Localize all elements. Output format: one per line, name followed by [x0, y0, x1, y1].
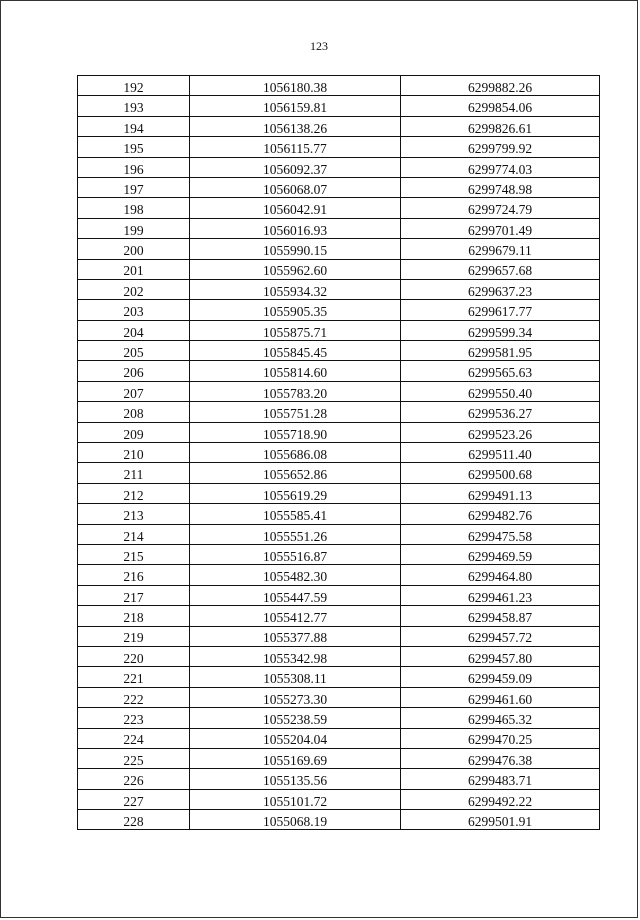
y-coordinate-cell: [401, 422, 600, 442]
x-coordinate-cell: [190, 687, 401, 707]
x-coordinate-cell-text: 1055101.72: [262, 793, 328, 809]
point-number-cell: [78, 524, 190, 544]
x-coordinate-cell-text: 1055845.45: [262, 345, 328, 361]
table-row: [78, 402, 600, 422]
y-coordinate-cell-text: 6299491.13: [467, 487, 533, 503]
y-coordinate-cell-text: 6299501.91: [467, 814, 533, 829]
point-number-cell: [78, 300, 190, 320]
x-coordinate-cell: [190, 137, 401, 157]
point-number-cell-text: 201: [123, 263, 144, 279]
y-coordinate-cell: [401, 769, 600, 789]
x-coordinate-cell: [190, 76, 401, 96]
y-coordinate-cell-text: 6299882.26: [467, 79, 533, 95]
y-coordinate-cell: [401, 524, 600, 544]
point-number-cell-text: 207: [123, 385, 144, 401]
y-coordinate-cell: [401, 748, 600, 768]
x-coordinate-cell-text: 1056042.91: [262, 202, 328, 218]
y-coordinate-cell-text: 6299617.77: [467, 304, 533, 320]
y-coordinate-cell-text: 6299476.38: [467, 752, 533, 768]
table-row: [78, 748, 600, 768]
point-number-cell: [78, 565, 190, 585]
point-number-cell: [78, 728, 190, 748]
y-coordinate-cell-text: 6299465.32: [467, 712, 533, 728]
coordinates-table-body: [78, 76, 600, 830]
x-coordinate-cell-text: 1056180.38: [262, 79, 328, 95]
point-number-cell: [78, 402, 190, 422]
y-coordinate-cell: [401, 504, 600, 524]
point-number-cell-text: 223: [123, 712, 144, 728]
x-coordinate-cell: [190, 544, 401, 564]
table-row: [78, 789, 600, 809]
point-number-cell-text: 221: [123, 671, 144, 687]
x-coordinate-cell: [190, 646, 401, 666]
point-number-cell: [78, 810, 190, 830]
y-coordinate-cell: [401, 157, 600, 177]
x-coordinate-cell-text: 1055482.30: [262, 569, 328, 585]
point-number-cell-text: 194: [123, 120, 144, 136]
x-coordinate-cell: [190, 748, 401, 768]
table-row: [78, 708, 600, 728]
y-coordinate-cell-text: 6299657.68: [467, 263, 533, 279]
point-number-cell: [78, 177, 190, 197]
table-row: [78, 279, 600, 299]
point-number-cell-text: 205: [123, 345, 144, 361]
point-number-cell: [78, 320, 190, 340]
x-coordinate-cell: [190, 504, 401, 524]
x-coordinate-cell-text: 1056092.37: [262, 161, 328, 177]
x-coordinate-cell: [190, 443, 401, 463]
x-coordinate-cell-text: 1055238.59: [262, 712, 328, 728]
y-coordinate-cell: [401, 381, 600, 401]
y-coordinate-cell: [401, 728, 600, 748]
point-number-cell-text: 227: [123, 793, 144, 809]
point-number-cell: [78, 341, 190, 361]
table-row: [78, 76, 600, 96]
point-number-cell-text: 211: [123, 467, 144, 483]
point-number-cell: [78, 422, 190, 442]
x-coordinate-cell-text: 1055718.90: [262, 426, 328, 442]
point-number-cell: [78, 708, 190, 728]
x-coordinate-cell-text: 1055585.41: [262, 508, 328, 524]
x-coordinate-cell-text: 1055934.32: [262, 283, 328, 299]
point-number-cell: [78, 361, 190, 381]
x-coordinate-cell: [190, 422, 401, 442]
coordinates-table: [77, 75, 600, 830]
y-coordinate-cell: [401, 76, 600, 96]
table-row: [78, 422, 600, 442]
y-coordinate-cell-text: 6299464.80: [467, 569, 533, 585]
point-number-cell: [78, 748, 190, 768]
point-number-cell-text: 200: [123, 243, 144, 259]
x-coordinate-cell-text: 1055447.59: [262, 589, 328, 605]
point-number-cell: [78, 504, 190, 524]
point-number-cell-text: 228: [123, 814, 144, 829]
y-coordinate-cell: [401, 320, 600, 340]
point-number-cell: [78, 667, 190, 687]
x-coordinate-cell: [190, 157, 401, 177]
point-number-cell-text: 206: [123, 365, 144, 381]
y-coordinate-cell: [401, 810, 600, 830]
x-coordinate-cell: [190, 606, 401, 626]
point-number-cell-text: 213: [123, 508, 144, 524]
point-number-cell: [78, 544, 190, 564]
point-number-cell: [78, 259, 190, 279]
y-coordinate-cell-text: 6299500.68: [467, 467, 533, 483]
x-coordinate-cell: [190, 320, 401, 340]
x-coordinate-cell: [190, 565, 401, 585]
x-coordinate-cell-text: 1055377.88: [262, 630, 328, 646]
x-coordinate-cell: [190, 402, 401, 422]
table-row: [78, 667, 600, 687]
y-coordinate-cell: [401, 626, 600, 646]
y-coordinate-cell-text: 6299799.92: [467, 141, 533, 157]
point-number-cell: [78, 626, 190, 646]
x-coordinate-cell: [190, 585, 401, 605]
x-coordinate-cell-text: 1055619.29: [262, 487, 328, 503]
y-coordinate-cell: [401, 279, 600, 299]
y-coordinate-cell-text: 6299599.34: [467, 324, 533, 340]
y-coordinate-cell: [401, 137, 600, 157]
y-coordinate-cell: [401, 646, 600, 666]
point-number-cell-text: 216: [123, 569, 144, 585]
x-coordinate-cell-text: 1056159.81: [262, 100, 328, 116]
y-coordinate-cell-text: 6299469.59: [467, 548, 533, 564]
table-row: [78, 769, 600, 789]
table-row: [78, 463, 600, 483]
point-number-cell: [78, 381, 190, 401]
table-row: [78, 381, 600, 401]
table-row: [78, 443, 600, 463]
x-coordinate-cell-text: 1055905.35: [262, 304, 328, 320]
point-number-cell: [78, 76, 190, 96]
point-number-cell: [78, 198, 190, 218]
y-coordinate-cell: [401, 96, 600, 116]
point-number-cell: [78, 483, 190, 503]
x-coordinate-cell-text: 1056068.07: [262, 181, 328, 197]
point-number-cell-text: 215: [123, 548, 144, 564]
table-row: [78, 606, 600, 626]
y-coordinate-cell-text: 6299459.09: [467, 671, 533, 687]
x-coordinate-cell: [190, 708, 401, 728]
x-coordinate-cell: [190, 259, 401, 279]
x-coordinate-cell: [190, 667, 401, 687]
point-number-cell-text: 219: [123, 630, 144, 646]
x-coordinate-cell-text: 1055412.77: [262, 610, 328, 626]
x-coordinate-cell: [190, 341, 401, 361]
point-number-cell-text: 218: [123, 610, 144, 626]
point-number-cell-text: 212: [123, 487, 144, 503]
x-coordinate-cell-text: 1056016.93: [262, 222, 328, 238]
table-row: [78, 585, 600, 605]
point-number-cell-text: 217: [123, 589, 144, 605]
point-number-cell-text: 208: [123, 406, 144, 422]
x-coordinate-cell: [190, 626, 401, 646]
point-number-cell-text: 195: [123, 141, 144, 157]
point-number-cell: [78, 279, 190, 299]
y-coordinate-cell-text: 6299483.71: [467, 773, 533, 789]
point-number-cell-text: 202: [123, 283, 144, 299]
x-coordinate-cell-text: 1055308.11: [263, 671, 327, 687]
y-coordinate-cell: [401, 116, 600, 136]
point-number-cell-text: 198: [123, 202, 144, 218]
table-row: [78, 524, 600, 544]
table-row: [78, 198, 600, 218]
y-coordinate-cell-text: 6299523.26: [467, 426, 533, 442]
table-row: [78, 116, 600, 136]
y-coordinate-cell-text: 6299461.23: [467, 589, 533, 605]
point-number-cell-text: 197: [123, 181, 144, 197]
y-coordinate-cell-text: 6299475.58: [467, 528, 533, 544]
table-row: [78, 96, 600, 116]
x-coordinate-cell: [190, 381, 401, 401]
y-coordinate-cell-text: 6299774.03: [467, 161, 533, 177]
table-row: [78, 483, 600, 503]
x-coordinate-cell: [190, 463, 401, 483]
table-row: [78, 239, 600, 259]
point-number-cell: [78, 239, 190, 259]
point-number-cell-text: 220: [123, 650, 144, 666]
x-coordinate-cell-text: 1055204.04: [262, 732, 328, 748]
x-coordinate-cell: [190, 239, 401, 259]
table-row: [78, 157, 600, 177]
y-coordinate-cell: [401, 789, 600, 809]
x-coordinate-cell-text: 1055273.30: [262, 691, 328, 707]
x-coordinate-cell: [190, 524, 401, 544]
x-coordinate-cell-text: 1055686.08: [262, 446, 328, 462]
x-coordinate-cell: [190, 116, 401, 136]
table-row: [78, 687, 600, 707]
point-number-cell: [78, 646, 190, 666]
point-number-cell: [78, 443, 190, 463]
point-number-cell: [78, 687, 190, 707]
y-coordinate-cell: [401, 606, 600, 626]
x-coordinate-cell-text: 1055068.19: [262, 814, 328, 829]
point-number-cell-text: 196: [123, 161, 144, 177]
y-coordinate-cell-text: 6299461.60: [467, 691, 533, 707]
y-coordinate-cell: [401, 218, 600, 238]
y-coordinate-cell-text: 6299458.87: [467, 610, 533, 626]
point-number-cell-text: 225: [123, 752, 144, 768]
y-coordinate-cell-text: 6299550.40: [467, 385, 533, 401]
y-coordinate-cell-text: 6299679.11: [468, 243, 532, 259]
y-coordinate-cell: [401, 300, 600, 320]
y-coordinate-cell-text: 6299457.72: [467, 630, 533, 646]
y-coordinate-cell-text: 6299854.06: [467, 100, 533, 116]
x-coordinate-cell-text: 1055135.56: [262, 773, 328, 789]
y-coordinate-cell-text: 6299511.40: [468, 446, 532, 462]
point-number-cell-text: 203: [123, 304, 144, 320]
y-coordinate-cell: [401, 361, 600, 381]
x-coordinate-cell: [190, 279, 401, 299]
y-coordinate-cell: [401, 177, 600, 197]
table-row: [78, 341, 600, 361]
y-coordinate-cell: [401, 443, 600, 463]
point-number-cell-text: 193: [123, 100, 144, 116]
y-coordinate-cell: [401, 708, 600, 728]
y-coordinate-cell-text: 6299565.63: [467, 365, 533, 381]
table-row: [78, 300, 600, 320]
point-number-cell: [78, 463, 190, 483]
x-coordinate-cell-text: 1055551.26: [262, 528, 328, 544]
x-coordinate-cell: [190, 789, 401, 809]
point-number-cell: [78, 769, 190, 789]
y-coordinate-cell-text: 6299637.23: [467, 283, 533, 299]
point-number-cell-text: 210: [123, 446, 144, 462]
x-coordinate-cell-text: 1055990.15: [262, 243, 328, 259]
y-coordinate-cell: [401, 585, 600, 605]
x-coordinate-cell: [190, 177, 401, 197]
point-number-cell-text: 192: [123, 79, 144, 95]
point-number-cell: [78, 116, 190, 136]
table-row: [78, 565, 600, 585]
y-coordinate-cell-text: 6299482.76: [467, 508, 533, 524]
point-number-cell-text: 226: [123, 773, 144, 789]
table-row: [78, 728, 600, 748]
x-coordinate-cell: [190, 218, 401, 238]
table-row: [78, 626, 600, 646]
x-coordinate-cell-text: 1055814.60: [262, 365, 328, 381]
y-coordinate-cell-text: 6299536.27: [467, 406, 533, 422]
x-coordinate-cell: [190, 769, 401, 789]
y-coordinate-cell-text: 6299826.61: [467, 120, 533, 136]
point-number-cell-text: 199: [123, 222, 144, 238]
y-coordinate-cell-text: 6299492.22: [467, 793, 533, 809]
x-coordinate-cell-text: 1055516.87: [262, 548, 328, 564]
x-coordinate-cell: [190, 300, 401, 320]
table-row: [78, 544, 600, 564]
point-number-cell: [78, 157, 190, 177]
y-coordinate-cell: [401, 687, 600, 707]
y-coordinate-cell: [401, 259, 600, 279]
x-coordinate-cell-text: 1055169.69: [262, 752, 328, 768]
table-row: [78, 259, 600, 279]
table-row: [78, 361, 600, 381]
x-coordinate-cell-text: 1055652.86: [262, 467, 328, 483]
y-coordinate-cell: [401, 463, 600, 483]
point-number-cell: [78, 96, 190, 116]
y-coordinate-cell-text: 6299457.80: [467, 650, 533, 666]
point-number-cell-text: 214: [123, 528, 144, 544]
x-coordinate-cell: [190, 728, 401, 748]
y-coordinate-cell-text: 6299581.95: [467, 345, 533, 361]
table-row: [78, 320, 600, 340]
y-coordinate-cell-text: 6299701.49: [467, 222, 533, 238]
point-number-cell-text: 224: [123, 732, 144, 748]
table-row: [78, 177, 600, 197]
page-number: 123: [310, 39, 328, 53]
y-coordinate-cell: [401, 667, 600, 687]
x-coordinate-cell-text: 1055783.20: [262, 385, 328, 401]
y-coordinate-cell: [401, 239, 600, 259]
table-row: [78, 810, 600, 830]
table-row: [78, 646, 600, 666]
x-coordinate-cell-text: 1056138.26: [262, 120, 328, 136]
y-coordinate-cell: [401, 402, 600, 422]
y-coordinate-cell: [401, 483, 600, 503]
x-coordinate-cell-text: 1055875.71: [262, 324, 328, 340]
point-number-cell: [78, 585, 190, 605]
x-coordinate-cell-text: 1055342.98: [262, 650, 328, 666]
table-row: [78, 504, 600, 524]
table-row: [78, 218, 600, 238]
point-number-cell: [78, 606, 190, 626]
y-coordinate-cell: [401, 198, 600, 218]
x-coordinate-cell: [190, 483, 401, 503]
x-coordinate-cell-text: 1055962.60: [262, 263, 328, 279]
x-coordinate-cell: [190, 96, 401, 116]
x-coordinate-cell-text: 1055751.28: [262, 406, 328, 422]
point-number-cell: [78, 137, 190, 157]
point-number-cell: [78, 789, 190, 809]
y-coordinate-cell-text: 6299724.79: [467, 202, 533, 218]
x-coordinate-cell-text: 1056115.77: [263, 141, 327, 157]
y-coordinate-cell: [401, 544, 600, 564]
point-number-cell-text: 209: [123, 426, 144, 442]
x-coordinate-cell: [190, 810, 401, 830]
y-coordinate-cell-text: 6299470.25: [467, 732, 533, 748]
x-coordinate-cell: [190, 198, 401, 218]
point-number-cell: [78, 218, 190, 238]
point-number-cell-text: 222: [123, 691, 144, 707]
y-coordinate-cell: [401, 565, 600, 585]
point-number-cell-text: 204: [123, 324, 144, 340]
x-coordinate-cell: [190, 361, 401, 381]
y-coordinate-cell: [401, 341, 600, 361]
y-coordinate-cell-text: 6299748.98: [467, 181, 533, 197]
table-row: [78, 137, 600, 157]
